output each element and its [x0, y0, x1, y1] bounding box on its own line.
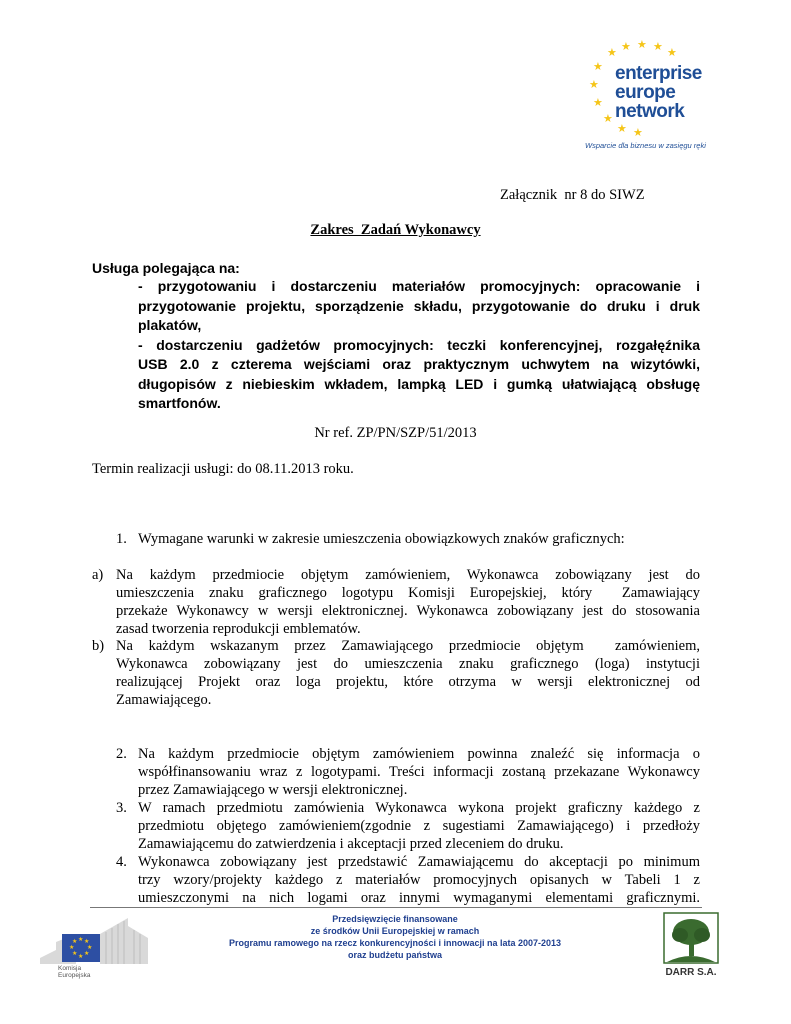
list-item: [138, 853, 700, 907]
service-line: przygotowanie projektu, sporządzenie składu, przygotowanie do druku i druk: [138, 297, 700, 314]
text-line: zasad tworzenia reprodukcji emblematów.: [116, 621, 361, 637]
ec-building-icon: [36, 912, 156, 966]
darr-label: DARR S.A.: [665, 967, 717, 978]
text-line: współfinansowaniu wraz z logotypami. Treści informacji zostaną przekazane Wykonawcy: [138, 764, 700, 780]
svg-text:★: ★: [72, 938, 78, 945]
sublist-label: b): [92, 638, 105, 654]
text-line: trzy wzory/projekty każdego z materiałów promocyjnych opisanych w Tabeli 1 z: [138, 872, 700, 888]
svg-text:★: ★: [69, 944, 75, 951]
star-icon: ★: [621, 41, 631, 53]
text-line: Na każdym przedmiocie objętym zamówieniem, Wykonawca zobowiązany jest do: [116, 567, 700, 583]
svg-text:★: ★: [84, 950, 90, 957]
star-icon: ★: [667, 47, 677, 59]
deadline: Termin realizacji usługi: do 08.11.2013 roku.: [92, 461, 354, 477]
financing-note: [160, 913, 630, 961]
text-line: Wykonawca zobowiązany jest przedstawić Zamawiającemu do akceptacji po minimum: [138, 854, 700, 870]
list-number: 1.: [116, 531, 127, 547]
text-line: Na każdym wskazanym przez Zamawiającego przedmiocie objętym zamówieniem,: [116, 638, 700, 654]
reference-number: Nr ref. ZP/PN/SZP/51/2013: [314, 425, 477, 441]
star-icon: ★: [653, 41, 663, 53]
star-icon: ★: [617, 123, 627, 135]
svg-text:★: ★: [87, 944, 93, 951]
page-title: Zakres Zadań Wykonawcy: [310, 222, 481, 238]
text-line: W ramach przedmiotu zamówienia Wykonawca wykona projekt graficzny każdego z: [138, 800, 700, 816]
enterprise-europe-network-logo: [585, 40, 710, 150]
text-line: Na każdym przedmiocie objętym zamówieniem powinna znaleźć się informacja o: [138, 746, 700, 762]
darr-logo: [660, 912, 722, 982]
text-line: Zamawiającemu do zatwierdzenia i akceptacji przed zleceniem do druku.: [138, 836, 564, 852]
star-icon: ★: [607, 47, 617, 59]
text-line: Zamawiającego.: [116, 692, 212, 708]
svg-text:★: ★: [84, 938, 90, 945]
tree-icon: [663, 912, 719, 964]
text-line: umieszczenia znaku graficznego logotypu Komisji Europejskiej, który Zamawiający: [116, 585, 700, 601]
financing-line: Przedsięwzięcie finansowane: [332, 914, 458, 924]
text-line: Wykonawca zobowiązany jest do umieszczenia znaku graficznego (loga) instytucji: [116, 656, 700, 672]
financing-line: oraz budżetu państwa: [347, 950, 442, 960]
star-icon: ★: [589, 79, 599, 91]
logo-tagline: Wsparcie dla biznesu w zasięgu ręki: [585, 141, 706, 150]
financing-line: ze środków Unii Europejskiej w ramach: [310, 926, 480, 936]
text-line: realizującej Projekt oraz loga projektu, które otrzyma w wersji elektronicznej od: [116, 674, 700, 690]
list-number: 2.: [116, 746, 127, 762]
european-commission-logo: [36, 912, 156, 978]
sublist-item: [116, 637, 700, 709]
sublist-item: [116, 566, 700, 638]
service-description: [138, 277, 700, 414]
ec-label: Europejska: [58, 972, 91, 979]
text-line: przekaże Wykonawcy w wersji elektronicznej. Wykonawca zobowiązany jest do stosowania: [116, 603, 700, 619]
service-line: długopisów z niebieskim wkładem, lampką LED i gumką ułatwiającą obsługę: [138, 375, 700, 392]
service-line: USB 2.0 z czterema wejściami oraz praktycznym uchwytem na wizytówki,: [138, 356, 700, 372]
list-number: 3.: [116, 800, 127, 816]
service-line: - dostarczeniu gadżetów promocyjnych: teczki konferencyjnej, rozgałęźnika: [138, 336, 700, 353]
star-icon: ★: [593, 97, 603, 109]
sublist-label: a): [92, 567, 104, 583]
svg-text:★: ★: [72, 950, 78, 957]
service-heading: Usługa polegająca na:: [92, 260, 240, 276]
list-item: [138, 745, 700, 799]
logo-word: network: [615, 101, 685, 122]
text-line: przez Zamawiającego w wersji elektronicznej.: [138, 782, 408, 798]
star-icon: ★: [593, 61, 603, 73]
footer-divider: [90, 907, 702, 908]
service-line: - przygotowaniu i dostarczeniu materiałów promocyjnych: opracowanie i: [138, 278, 700, 294]
annex-label: Załącznik nr 8 do SIWZ: [500, 187, 645, 203]
svg-text:★: ★: [78, 936, 84, 943]
list-number: 4.: [116, 854, 127, 870]
star-icon: ★: [603, 113, 613, 125]
ec-label: Komisja: [58, 965, 82, 972]
svg-text:★: ★: [78, 953, 84, 960]
text-line: umieszczonymi na nich logami oraz innymi wymaganymi elementami graficznymi.: [138, 890, 700, 906]
service-line: smartfonów.: [138, 395, 221, 411]
list-item: [138, 799, 700, 853]
financing-line: Programu ramowego na rzecz konkurencyjności i innowacji na lata 2007-2013: [228, 938, 562, 948]
logo-word: enterprise: [615, 63, 702, 84]
text-line: przedmiotu objętego zamówieniem(zgodnie z sugestiami Zamawiającego) i przedłoży: [138, 818, 700, 834]
logo-word: europe: [615, 82, 676, 103]
star-icon: ★: [633, 127, 643, 139]
service-line: plakatów,: [138, 317, 202, 333]
list-item-text: Wymagane warunki w zakresie umieszczenia obowiązkowych znaków graficznych:: [138, 531, 625, 547]
star-icon: ★: [637, 39, 647, 51]
